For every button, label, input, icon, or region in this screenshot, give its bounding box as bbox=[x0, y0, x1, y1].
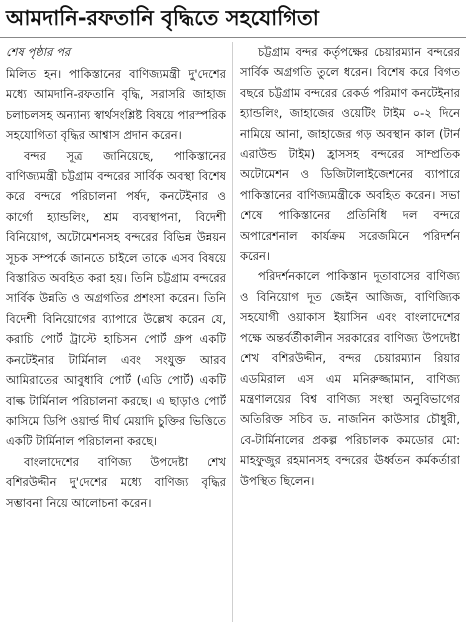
paragraph-left-3: বাংলাদেশের বাণিজ্য উপদেষ্টা শেখ বশিরউদ্দীন দু'দেশের মধ্যে বাণিজ্য বৃদ্ধির সম্ভাবনা নিয়ে আলোচনা করেন। bbox=[6, 454, 226, 510]
article-column-left bbox=[6, 42, 226, 622]
continuation-kicker: শেষ পৃষ্ঠার পর bbox=[6, 45, 71, 59]
column-divider bbox=[232, 42, 233, 622]
paragraph-right-1: চট্টগ্রাম বন্দর কর্তৃপক্ষের চেয়ারম্যান বন্দরের সার্বিক অগ্রগতি তুলে ধরেন। বিশেষ করে বিগত বছরে চট্টগ্রাম বন্দরের রেকর্ড পরিমাণ কনটেইনার হ্যান্ডলিং, জাহাজের ওয়েটিং টাইম ০-২ দিনে নামিয়ে আনা, জাহাজের গড় অবস্থান কাল (টার্ন এরাউন্ড টাইম) হ্রাসসহ বন্দরের সাম্প্রতিক অটোমেশন ও ডিজিটালাইজেশনের ব্যাপারে পাকিস্তানের বাণিজ্যমন্ত্রীকে অবহিত করেন। সভা শেষে পাকিস্তানের প্রতিনিধি দল বন্দরে অপারেশনাল কার্যক্রম সরেজমিনে পরিদর্শন করেন। bbox=[240, 45, 460, 264]
paragraph-left-1: মিলিত হন। পাকিস্তানের বাণিজ্যমন্ত্রী দু'দেশের মধ্যে আমদানি-রফতানি বৃদ্ধি, সরাসরি জাহাজ চলাচলসহ অন্যান্য স্বার্থসংশ্লিষ্ট বিষয়ে পারস্পরিক সহযোগিতা বৃদ্ধির আশ্বাস প্রদান করেন। bbox=[6, 67, 226, 143]
headline: আমদানি-রফতানি বৃদ্ধিতে সহযোগিতা bbox=[0, 0, 466, 38]
paragraph-left-2: বন্দর সূত্র জানিয়েছে, পাকিস্তানের বাণিজ্যমন্ত্রী চট্টগ্রাম বন্দরের সার্বিক অবস্থা বিশেষ করে বন্দরে পরিচালনা পর্ষদ, কনটেইনার ও কার্গো হ্যান্ডলিং, শ্রম ব্যবস্থাপনা, বিদেশী বিনিয়োগ, অটোমেশনসহ বন্দরের বিভিন্ন উন্নয়ন সূচক সম্পর্কে জানতে চাইলে তাকে এসব বিষয়ে বিস্তারিত অবহিত করা হয়। তিনি চট্টগ্রাম বন্দরের সার্বিক উন্নতি ও অগ্রগতির প্রশংসা করেন। তিনি বিদেশী বিনিয়োগের ব্যাপারে উল্লেখ করেন যে, করাচি পোর্ট ট্রাস্টে হাচিসন পোর্ট গ্রুপ একটি কনটেইনার টার্মিনাল এবং সংযুক্ত আরব আমিরাতের আবুধাবি পোর্ট (এডি পোর্ট) একটি বাল্ক টার্মিনাল পরিচালনা করছে। এ ছাড়াও পোর্ট কাসিমে ডিপি ওয়ার্ল্ড দীর্ঘ মেয়াদি চুক্তির ভিত্তিতে একটি টার্মিনাল পরিচালনা করছে। bbox=[6, 148, 226, 449]
article-column-right bbox=[240, 42, 460, 622]
paragraph-right-2: পরিদর্শনকালে পাকিস্তান দূতাবাসের বাণিজ্য ও বিনিয়োগ দূত জেইন আজিজ, বাণিজ্যিক সহযোগী ওয়াকাস ইয়াসিন এবং বাংলাদেশের পক্ষে অন্তর্বর্তীকালীন সরকারের বাণিজ্য উপদেষ্টা শেখ বশিরউদ্দীন, বন্দর চেয়ারম্যান রিয়ার এডমিরাল এস এম মনিরুজ্জামান, বাণিজ্য মন্ত্রণালয়ের বিশ্ব বাণিজ্য সংস্থা অনুবিভাগের অতিরিক্ত সচিব ড. নাজনিন কাউসার চৌধুরী, বে-টার্মিনালের প্রকল্প পরিচালক কমডোর মো: মাহফুজুর রহমানসহ বন্দরের ঊর্ধ্বতন কর্মকর্তারা উপস্থিত ছিলেন। bbox=[240, 269, 460, 488]
